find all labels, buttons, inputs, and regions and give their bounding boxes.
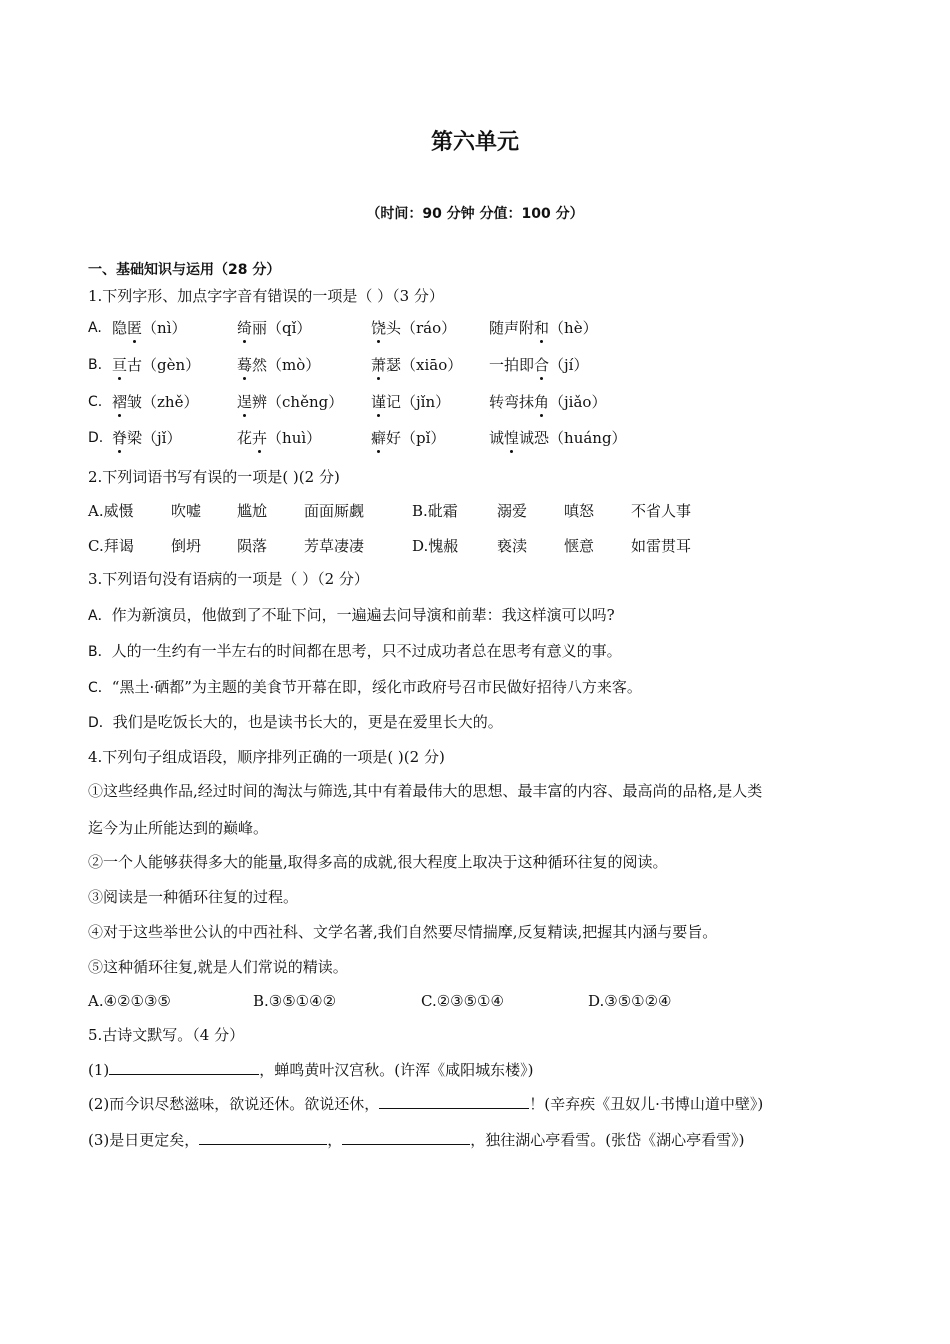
dotted-character: 卉 xyxy=(252,429,268,447)
q1-word xyxy=(371,392,450,412)
word-pinyin: （jiǎo） xyxy=(549,393,607,411)
q5-line-2 xyxy=(88,1093,763,1114)
dotted-character: 惶 xyxy=(504,429,520,447)
q4-sentence-4: ④对于这些举世公认的中西社科、文学名著,我们自然要尽情揣摩,反复精读,把握其内涵与要旨。 xyxy=(88,923,718,941)
q2-word: B.砒霜 xyxy=(412,502,458,520)
word-text: 转弯抹 xyxy=(489,393,535,411)
q1-stem: 1.下列字形、加点字字音有错误的一项是（ ）（3 分） xyxy=(88,287,444,305)
dotted-character: 褶 xyxy=(112,393,128,411)
q2-word: 亵渎 xyxy=(497,537,528,555)
dotted-character: 角 xyxy=(534,393,550,411)
q5-line-3 xyxy=(88,1129,744,1150)
q4-sentence-3: ③阅读是一种循环往复的过程。 xyxy=(88,888,299,906)
line-suffix: ，独往湖心亭看雪。(张岱《湖心亭看雪》) xyxy=(470,1131,745,1149)
q1-option-label: A. xyxy=(88,320,102,336)
dotted-character: 饶 xyxy=(371,319,387,337)
q3-stem: 3.下列语句没有语病的一项是（ ）（2 分） xyxy=(88,570,369,588)
q2-word: C.拜谒 xyxy=(88,537,134,555)
q1-word xyxy=(371,428,445,448)
dotted-character: 蓦 xyxy=(237,356,253,374)
word-pinyin: （huì） xyxy=(267,429,322,447)
q1-word xyxy=(112,428,181,448)
option-text: 我们是吃饭长大的，也是读书长大的，更是在爱里长大的。 xyxy=(112,713,503,731)
word-pinyin: 瑟（xiāo） xyxy=(386,356,463,374)
q1-word xyxy=(237,428,321,448)
word-pinyin: 诚恐（huáng） xyxy=(519,429,627,447)
q2-word: A.威慑 xyxy=(88,502,134,520)
q2-word: 溺爱 xyxy=(497,502,528,520)
dotted-character: 谨 xyxy=(371,393,387,411)
word-pinyin: （nì） xyxy=(142,319,187,337)
word-text: 诚 xyxy=(489,429,505,447)
word-pinyin: （hè） xyxy=(549,319,598,337)
dotted-character: 逞 xyxy=(237,393,253,411)
option-text: 人的一生约有一半左右的时间都在思考，只不过成功者总在思考有意义的事。 xyxy=(111,642,622,660)
dotted-character: 和 xyxy=(534,319,550,337)
dotted-character: 癖 xyxy=(371,429,387,447)
word-text: 一拍即 xyxy=(489,356,535,374)
q2-word: 不省人事 xyxy=(631,502,692,520)
q4-option-c: C.②③⑤①④ xyxy=(421,992,504,1010)
q4-stem: 4.下列句子组成语段，顺序排列正确的一项是( )(2 分) xyxy=(88,748,445,766)
q2-word: 面面厮觑 xyxy=(304,502,365,520)
q2-word: 陨落 xyxy=(237,537,268,555)
q3-option-c xyxy=(88,677,642,698)
q4-sentence-1: ①这些经典作品,经过时间的淘汰与筛选,其中有着最伟大的思想、最丰富的内容、最高尚的品格,是人类 xyxy=(88,782,763,800)
word-pinyin: 丽（qǐ） xyxy=(252,319,312,337)
q2-word: 倒坍 xyxy=(171,537,202,555)
line-prefix: (1) xyxy=(88,1061,110,1079)
option-label: A． xyxy=(88,608,112,624)
dotted-character: 绮 xyxy=(237,319,253,337)
word-pinyin: （jí） xyxy=(549,356,589,374)
section-heading: 一、基础知识与运用（28 分） xyxy=(88,262,281,278)
q1-word xyxy=(112,392,198,412)
option-text: 作为新演员，他做到了不耻下问，一遍遍去问导演和前辈：我这样演可以吗? xyxy=(111,606,615,624)
q4-sentence-5: ⑤这种循环往复,就是人们常说的精读。 xyxy=(88,958,348,976)
q1-option-label: D. xyxy=(88,430,104,446)
q1-word xyxy=(237,355,320,375)
q4-option-b: B.③⑤①④② xyxy=(253,992,337,1010)
q2-word: 如雷贯耳 xyxy=(631,537,692,555)
q1-option-label: B. xyxy=(88,357,103,373)
dotted-character: 匿 xyxy=(127,319,143,337)
page-title: 第六单元 xyxy=(430,130,519,155)
q4-sentence-2: ②一个人能够获得多大的能量,取得多高的成就,很大程度上取决于这种循环往复的阅读。 xyxy=(88,853,668,871)
word-pinyin: 好（pǐ） xyxy=(386,429,446,447)
answer-blank[interactable] xyxy=(379,1093,529,1109)
word-pinyin: 记（jǐn） xyxy=(386,393,451,411)
word-text: 随声附 xyxy=(489,319,535,337)
q2-word: 尴尬 xyxy=(237,502,268,520)
q1-word xyxy=(112,318,187,338)
q2-word: 吹嘘 xyxy=(171,502,202,520)
q1-word xyxy=(489,428,627,448)
q5-line-1 xyxy=(88,1059,533,1080)
word-pinyin: 辨（chěng） xyxy=(252,393,344,411)
line-prefix: (3)是日更定矣， xyxy=(88,1131,200,1149)
q3-option-b xyxy=(88,641,622,662)
q2-stem: 2.下列词语书写有误的一项是( )(2 分) xyxy=(88,468,340,486)
q4-sentence-1-cont: 迄今为止所能达到的巅峰。 xyxy=(88,819,269,837)
q1-word xyxy=(371,355,462,375)
q1-word xyxy=(489,355,588,375)
word-pinyin: 梁（jǐ） xyxy=(127,429,182,447)
answer-blank[interactable] xyxy=(342,1129,470,1145)
q2-word: 嗔怒 xyxy=(564,502,595,520)
q4-option-a: A.④②①③⑤ xyxy=(88,992,171,1010)
q3-option-d xyxy=(88,712,503,733)
q2-word: 惬意 xyxy=(564,537,595,555)
line-suffix: ，蝉鸣黄叶汉宫秋。(许浑《咸阳城东楼》) xyxy=(259,1061,534,1079)
line-suffix: ！(辛弃疾《丑奴儿·书博山道中壁》) xyxy=(529,1095,764,1113)
exam-info: （时间：90 分钟 分值：100 分） xyxy=(366,206,584,222)
dotted-character: 脊 xyxy=(112,429,128,447)
q1-word xyxy=(371,318,456,338)
q1-word xyxy=(489,318,598,338)
q1-word xyxy=(237,392,343,412)
q1-word xyxy=(112,355,200,375)
q2-word: 芳草凄凄 xyxy=(304,537,365,555)
q3-option-a xyxy=(88,605,615,626)
answer-blank[interactable] xyxy=(199,1129,327,1145)
option-text: “黑土·硒都”为主题的美食节开幕在即，绥化市政府号召市民做好招待八方来客。 xyxy=(111,678,642,696)
word-pinyin: 皱（zhě） xyxy=(127,393,199,411)
word-text: 隐 xyxy=(112,319,128,337)
word-text: 花 xyxy=(237,429,253,447)
word-pinyin: 古（gèn） xyxy=(127,356,201,374)
option-label: C． xyxy=(88,680,112,696)
dotted-character: 萧 xyxy=(371,356,387,374)
q2-word: D.愧赧 xyxy=(412,537,459,555)
q1-option-label: C. xyxy=(88,394,103,410)
q1-word xyxy=(489,392,606,412)
q4-option-d: D.③⑤①②④ xyxy=(588,992,672,1010)
word-pinyin: 然（mò） xyxy=(252,356,321,374)
q1-word xyxy=(237,318,311,338)
line-prefix: (2)而今识尽愁滋味，欲说还休。欲说还休， xyxy=(88,1095,380,1113)
q5-stem: 5.古诗文默写。（4 分） xyxy=(88,1026,245,1044)
option-label: D． xyxy=(88,715,113,731)
word-pinyin: 头（ráo） xyxy=(386,319,457,337)
dotted-character: 合 xyxy=(534,356,550,374)
option-label: B． xyxy=(88,644,112,660)
answer-blank[interactable] xyxy=(109,1059,259,1075)
line-separator: ， xyxy=(327,1131,343,1149)
dotted-character: 亘 xyxy=(112,356,128,374)
